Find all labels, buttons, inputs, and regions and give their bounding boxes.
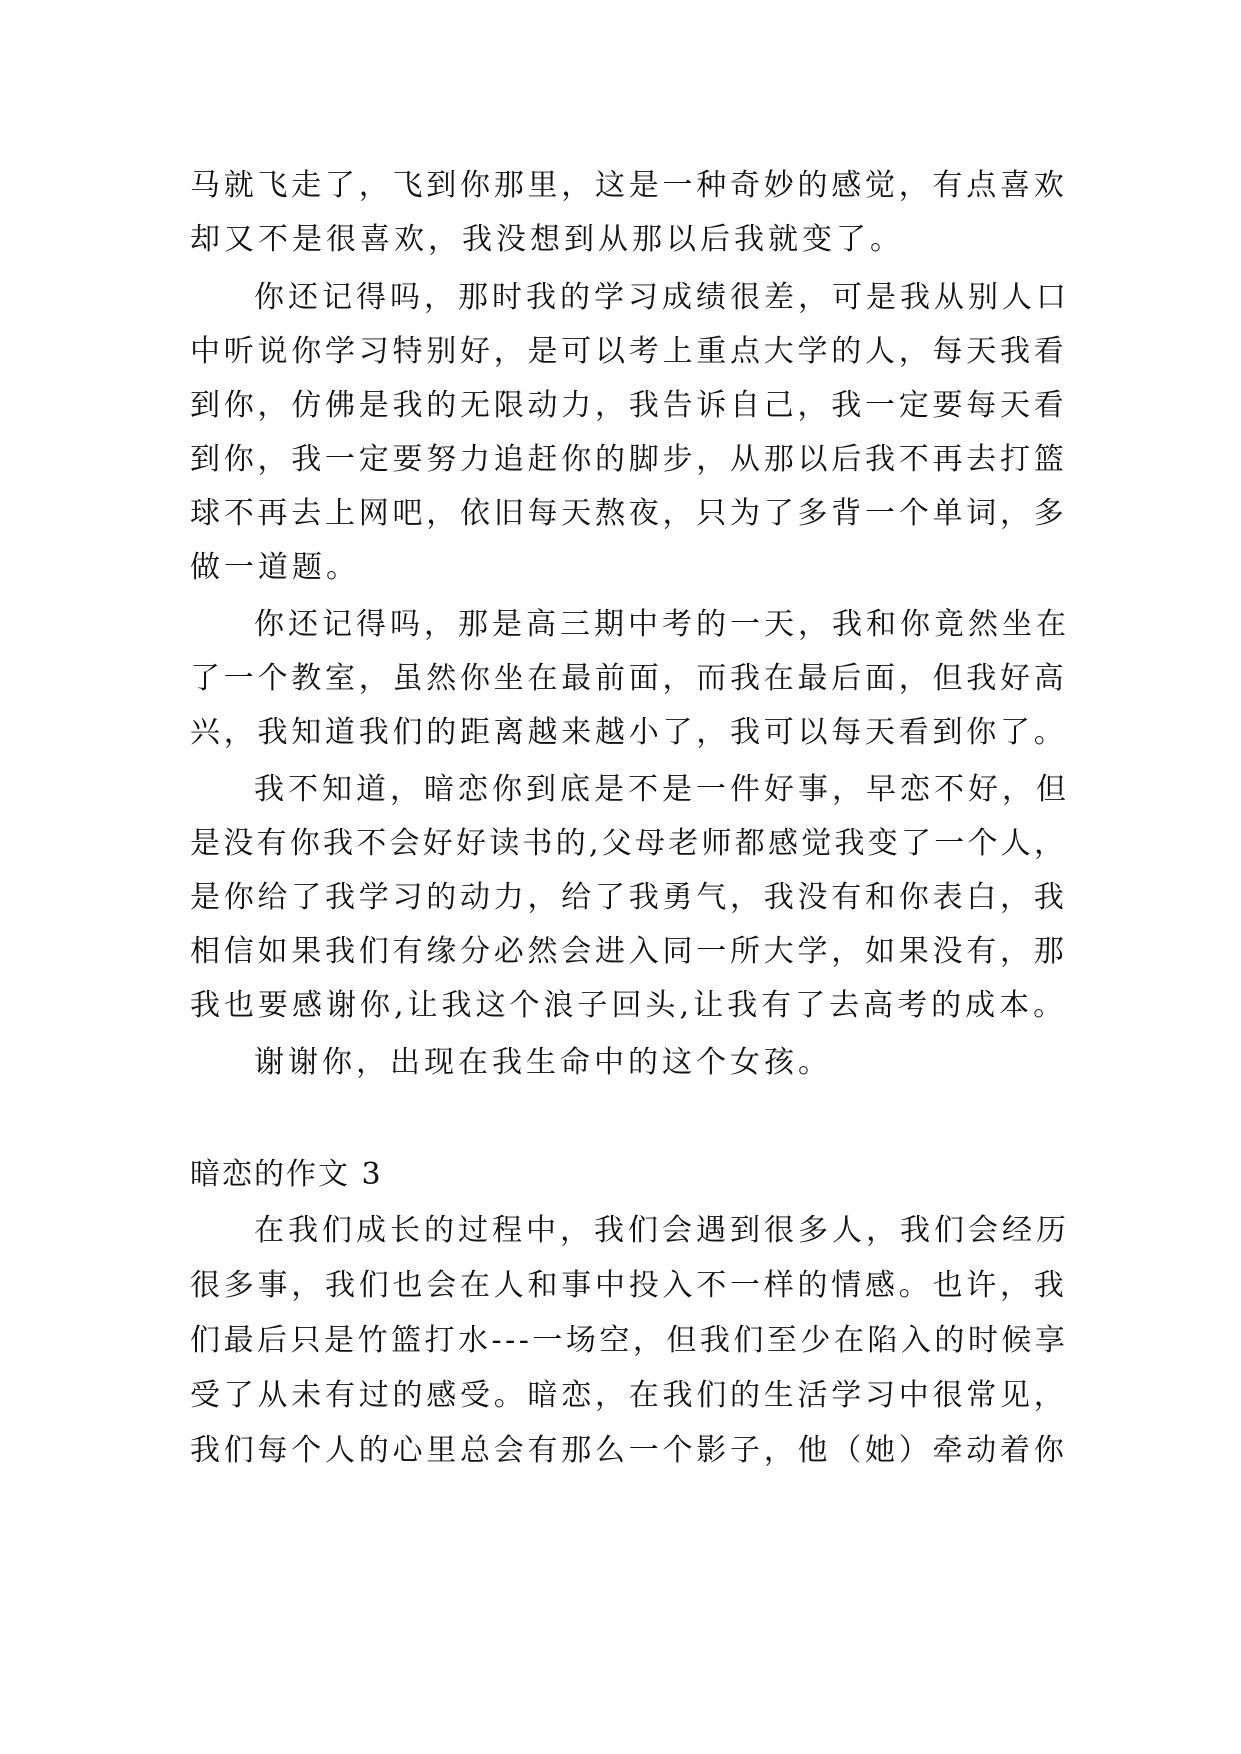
- text-line: 马就飞走了，飞到你那里，这是一种奇妙的感觉，有点喜欢: [190, 168, 1068, 203]
- text-line: 受了从未有过的感受。暗恋，在我们的生活学习中很常见，: [190, 1378, 1068, 1413]
- text-line: 中听说你学习特别好，是可以考上重点大学的人，每天我看: [190, 334, 1068, 369]
- text-line: 是你给了我学习的动力，给了我勇气，我没有和你表白，我: [190, 880, 1068, 915]
- paragraph-first-line: 你还记得吗，那是高三期中考的一天，我和你竟然坐在: [254, 607, 1070, 642]
- paragraph-first-line: 你还记得吗，那时我的学习成绩很差，可是我从别人口: [254, 280, 1070, 315]
- text-line: 很多事，我们也会在人和事中投入不一样的情感。也许，我: [190, 1268, 1068, 1303]
- text-line: 我们每个人的心里总会有那么一个影子，他（她）牵动着你: [190, 1433, 1068, 1468]
- text-line: 兴，我知道我们的距离越来越小了，我可以每天看到你了。: [190, 715, 1068, 750]
- text-line: 相信如果我们有缘分必然会进入同一所大学，如果没有，那: [190, 934, 1068, 969]
- text-line: 到你，仿佛是我的无限动力，我告诉自己，我一定要每天看: [190, 388, 1068, 423]
- text-line: 了一个教室，虽然你坐在最前面，而我在最后面，但我好高: [190, 661, 1068, 696]
- text-line: 做一道题。: [190, 550, 360, 585]
- paragraph-first-line: 我不知道，暗恋你到底是不是一件好事，早恋不好，但: [254, 772, 1070, 807]
- text-line: 我也要感谢你,让我这个浪子回头,让我有了去高考的成本。: [190, 988, 1068, 1023]
- text-line: 到你，我一定要努力追赶你的脚步，从那以后我不再去打篮: [190, 442, 1068, 477]
- text-line: 球不再去上网吧，依旧每天熬夜，只为了多背一个单词，多: [190, 496, 1068, 531]
- text-line: 却又不是很喜欢，我没想到从那以后我就变了。: [190, 222, 904, 257]
- paragraph-first-line: 谢谢你，出现在我生命中的这个女孩。: [254, 1045, 832, 1080]
- text-line: 是没有你我不会好好读书的,父母老师都感觉我变了一个人，: [190, 826, 1068, 861]
- text-line: 们最后只是竹篮打水---一场空，但我们至少在陷入的时候享: [190, 1323, 1069, 1358]
- section-heading: 暗恋的作文 3: [190, 1157, 383, 1192]
- paragraph-first-line: 在我们成长的过程中，我们会遇到很多人，我们会经历: [254, 1213, 1070, 1248]
